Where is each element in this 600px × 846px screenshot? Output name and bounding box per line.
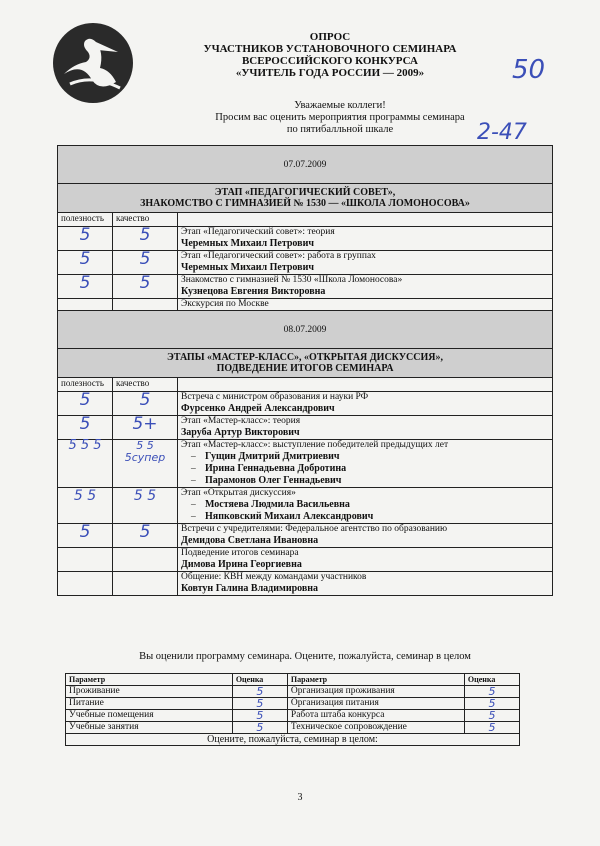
event-name: Встречи с учредителями: Федеральное агентство по образованию	[181, 524, 448, 534]
table-row	[58, 392, 553, 416]
speaker-name: Димова Ирина Георгиевна	[181, 559, 302, 570]
quality-score[interactable]: 5+	[113, 416, 178, 440]
dash-marker: –	[191, 476, 196, 486]
quality-score[interactable]: 5 5	[113, 488, 178, 524]
speaker-name: Мостяева Людмила Васильевна	[205, 499, 350, 510]
table-row	[58, 275, 553, 299]
param-name: Учебные помещения	[66, 710, 233, 722]
col-event	[178, 213, 553, 227]
col-quality: качество	[113, 213, 178, 227]
speaker-name: Няпковский Михаил Александрович	[205, 511, 374, 522]
event-name: Знакомство с гимназией № 1530 «Школа Ломоносова»	[181, 275, 403, 285]
usefulness-score[interactable]	[58, 548, 113, 572]
param-name: Организация питания	[287, 698, 464, 710]
stage-title	[58, 349, 553, 378]
col-quality: качество	[113, 378, 178, 392]
usefulness-score[interactable]: 5	[58, 275, 113, 299]
quality-score[interactable]: 5	[113, 275, 178, 299]
pelican-logo	[52, 22, 134, 104]
speaker-name: Заруба Артур Викторович	[181, 427, 300, 438]
stage-line: ЭТАП «ПЕДАГОГИЧЕСКИЙ СОВЕТ»,	[214, 187, 396, 198]
title-line: ВСЕРОССИЙСКОГО КОНКУРСА	[241, 55, 419, 67]
dash-marker: –	[191, 452, 196, 462]
usefulness-score[interactable]	[58, 572, 113, 596]
event-name: Этап «Педагогический совет»: теория	[181, 227, 335, 237]
table-row	[58, 524, 553, 548]
usefulness-score[interactable]: 5 5 5	[58, 440, 113, 488]
col-usefulness: полезность	[58, 213, 113, 227]
intro-line: Просим вас оценить мероприятия программы семинара	[215, 112, 465, 123]
param-name: Проживание	[66, 686, 233, 698]
greeting: Уважаемые коллеги!	[294, 100, 386, 111]
day-date: 07.07.2009	[58, 146, 553, 184]
usefulness-score[interactable]: 5	[58, 524, 113, 548]
schedule-table	[57, 145, 553, 596]
table-row	[58, 548, 553, 572]
param-score[interactable]: 5	[464, 710, 519, 722]
handwritten-code: 2-47	[477, 120, 527, 145]
param-score[interactable]: 5	[232, 722, 287, 734]
title-line: «УЧИТЕЛЬ ГОДА РОССИИ — 2009»	[235, 67, 425, 79]
speaker-name: Ирина Геннадьевна Добротина	[205, 463, 347, 474]
event-name: Этап «Мастер-класс»: выступление победителей предыдущих лет	[181, 440, 449, 450]
param-score[interactable]: 5	[232, 698, 287, 710]
stage-line: ЭТАПЫ «МАСТЕР-КЛАСС», «ОТКРЫТАЯ ДИСКУССИЯ»,	[166, 352, 443, 363]
handwritten-number: 50	[512, 55, 546, 85]
table-row	[66, 698, 520, 710]
dash-marker: –	[191, 464, 196, 474]
usefulness-score[interactable]	[58, 299, 113, 311]
param-score[interactable]: 5	[464, 698, 519, 710]
table-row	[58, 251, 553, 275]
param-score[interactable]: 5	[464, 722, 519, 734]
event-name: Подведение итогов семинара	[181, 548, 299, 558]
event-name: Общение: КВН между командами участников	[181, 572, 367, 582]
table-row	[58, 440, 553, 488]
param-name: Техническое сопровождение	[287, 722, 464, 734]
col-event	[178, 378, 553, 392]
dash-marker: –	[191, 512, 196, 522]
speaker-name: Ковтун Галина Владимировна	[181, 583, 319, 594]
stage-title	[58, 184, 553, 213]
table-row	[58, 488, 553, 524]
speaker-name: Демидова Светлана Ивановна	[181, 535, 319, 546]
usefulness-score[interactable]: 5	[58, 251, 113, 275]
event-name: Этап «Педагогический совет»: работа в группах	[181, 251, 376, 261]
table-row	[58, 227, 553, 251]
table-row	[66, 686, 520, 698]
intro-line: по пятибалльной шкале	[286, 124, 394, 135]
usefulness-score[interactable]: 5	[58, 416, 113, 440]
overall-rating[interactable]: Оцените, пожалуйста, семинар в целом:	[66, 734, 520, 746]
usefulness-score[interactable]: 5	[58, 227, 113, 251]
event-name: Экскурсия по Москве	[181, 299, 269, 309]
evaluation-table	[65, 673, 520, 746]
event-name: Этап «Мастер-класс»: теория	[181, 416, 301, 426]
stage-line: ЗНАКОМСТВО С ГИМНАЗИЕЙ № 1530 — «ШКОЛА ЛОМОНОСОВА»	[140, 198, 470, 209]
page-number: 3	[297, 792, 303, 803]
col-score: Оценка	[464, 674, 519, 686]
usefulness-score[interactable]: 5	[58, 392, 113, 416]
stage-line: ПОДВЕДЕНИЕ ИТОГОВ СЕМИНАРА	[216, 363, 394, 374]
event-name: Этап «Открытая дискуссия»	[181, 488, 296, 498]
title-line: УЧАСТНИКОВ УСТАНОВОЧНОГО СЕМИНАРА	[203, 43, 457, 55]
title-line: ОПРОС	[309, 31, 351, 43]
speaker-name: Парамонов Олег Геннадьевич	[205, 475, 342, 486]
speaker-name: Кузнецова Евгения Викторовна	[181, 286, 326, 297]
closing-text: Вы оценили программу семинара. Оцените, пожалуйста, семинар в целом	[139, 651, 471, 662]
usefulness-score[interactable]: 5 5	[58, 488, 113, 524]
quality-score[interactable]	[113, 299, 178, 311]
quality-score[interactable]: 5	[113, 392, 178, 416]
quality-score[interactable]	[113, 572, 178, 596]
param-name: Учебные занятия	[66, 722, 233, 734]
param-name: Работа штаба конкурса	[287, 710, 464, 722]
param-score[interactable]: 5	[464, 686, 519, 698]
table-row	[58, 416, 553, 440]
speaker-name: Черемных Михаил Петрович	[181, 238, 314, 249]
param-name: Питание	[66, 698, 233, 710]
param-score[interactable]: 5	[232, 686, 287, 698]
col-usefulness: полезность	[58, 378, 113, 392]
speaker-name: Черемных Михаил Петрович	[181, 262, 314, 273]
table-row	[58, 572, 553, 596]
quality-score[interactable]	[113, 548, 178, 572]
param-score[interactable]: 5	[232, 710, 287, 722]
intro-text	[180, 100, 500, 136]
day-date: 08.07.2009	[58, 311, 553, 349]
event-name: Встреча с министром образования и науки РФ	[181, 392, 369, 402]
quality-score[interactable]: 5 5 5супер	[113, 440, 178, 488]
dash-marker: –	[191, 500, 196, 510]
quality-score[interactable]: 5	[113, 251, 178, 275]
col-param: Параметр	[287, 674, 464, 686]
col-param: Параметр	[66, 674, 233, 686]
table-row	[58, 299, 553, 311]
table-row	[66, 722, 520, 734]
quality-score[interactable]: 5	[113, 524, 178, 548]
speaker-name: Гущин Дмитрий Дмитриевич	[205, 451, 340, 462]
speaker-name: Фурсенко Андрей Александрович	[181, 403, 335, 414]
col-score: Оценка	[232, 674, 287, 686]
table-row	[66, 710, 520, 722]
quality-score[interactable]: 5	[113, 227, 178, 251]
param-name: Организация проживания	[287, 686, 464, 698]
survey-title	[160, 31, 500, 79]
